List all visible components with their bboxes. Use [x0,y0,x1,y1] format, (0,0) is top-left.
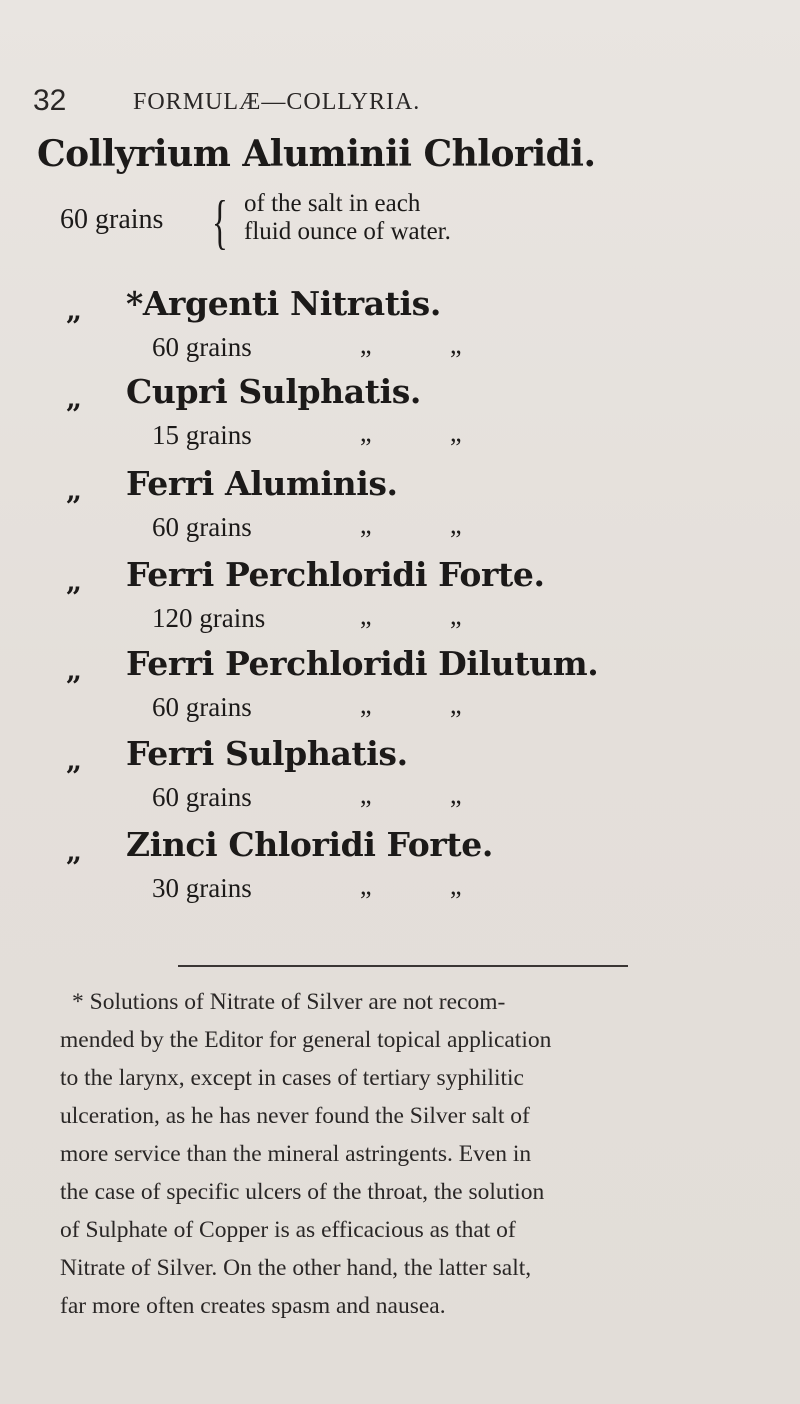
footnote-line: Nitrate of Silver. On the other hand, the latter salt, [60,1255,532,1281]
ditto-mark: „ [360,330,372,359]
ditto-mark: „ [66,744,83,777]
footnote-line: of Sulphate of Copper is as efficacious as that of [60,1217,516,1243]
first-entry-dose-amount: 60 grains [60,204,164,235]
entry-name: Cupri Sulphatis. [126,372,421,411]
brace-glyph: { [212,189,228,255]
footnote-line: ulceration, as he has never found the Silver salt of [60,1103,530,1129]
ditto-mark: „ [450,601,462,630]
entry-ferri-perchloridi-forte [40,555,780,645]
ditto-mark: „ [450,510,462,539]
entry-name: Ferri Sulphatis. [126,734,408,773]
first-entry-note-line-2: fluid ounce of water. [244,218,451,245]
footnote-line: more service than the mineral astringents. Even in [60,1141,532,1167]
first-entry-note-line-1: of the salt in each [244,190,421,217]
ditto-mark: „ [450,690,462,719]
entry-ferri-perchloridi-dilutum [40,644,780,734]
entry-dose: 15 grains [152,420,252,450]
ditto-mark: „ [66,835,83,868]
entry-ferri-sulphatis [40,734,780,824]
ditto-mark: „ [360,871,372,900]
ditto-mark: „ [360,510,372,539]
ditto-mark: „ [66,382,83,415]
first-entry-dose [60,189,780,255]
entry-name: Zinci Chloridi Forte. [126,825,493,864]
entry-argenti-nitratis [40,284,780,374]
ditto-mark: „ [66,654,83,687]
page-number: 32 [33,84,67,117]
ditto-mark: „ [450,330,462,359]
ditto-mark: „ [66,474,83,507]
ditto-mark: „ [450,871,462,900]
ditto-mark: „ [66,294,83,327]
entry-name: *Argenti Nitratis. [126,284,441,323]
entry-dose: 30 grains [152,873,252,903]
entry-dose: 60 grains [152,692,252,722]
ditto-mark: „ [360,418,372,447]
footnote-line: to the larynx, except in cases of tertiary syphilitic [60,1065,524,1091]
footnote-line: the case of specific ulcers of the throat, the solution [60,1179,545,1205]
entry-dose: 60 grains [152,782,252,812]
ditto-mark: „ [450,780,462,809]
entry-ferri-aluminis [40,464,780,554]
entry-name: Ferri Aluminis. [126,464,398,503]
footnote [60,983,760,1325]
ditto-mark: „ [66,565,83,598]
ditto-mark: „ [360,780,372,809]
ditto-mark: „ [360,690,372,719]
footnote-line: * Solutions of Nitrate of Silver are not recom- [72,989,506,1015]
running-head-title: FORMULÆ—COLLYRIA. [133,89,421,115]
footnote-divider [178,965,628,967]
entry-name: Ferri Perchloridi Dilutum. [126,644,599,683]
footnote-line: mended by the Editor for general topical application [60,1027,552,1053]
entry-dose: 60 grains [152,332,252,362]
page-title: Collyrium Aluminii Chloridi. [37,133,596,175]
ditto-mark: „ [450,418,462,447]
entry-dose: 120 grains [152,603,266,633]
running-head [33,84,753,124]
ditto-mark: „ [360,601,372,630]
entry-dose: 60 grains [152,512,252,542]
entry-cupri-sulphatis [40,372,780,462]
entry-name: Ferri Perchloridi Forte. [126,555,545,594]
entry-zinci-chloridi-forte [40,825,780,915]
footnote-line: far more often creates spasm and nausea. [60,1293,446,1319]
